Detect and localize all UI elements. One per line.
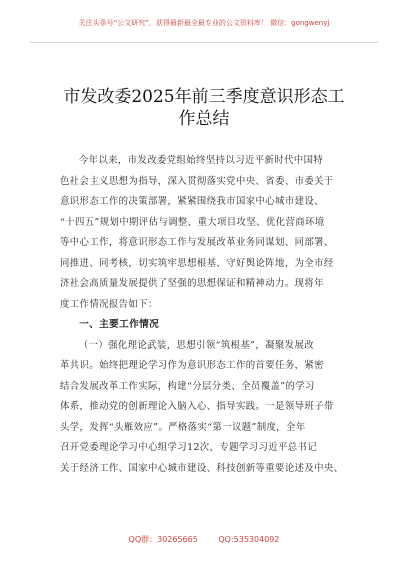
- footer-qq-group: QQ群：30265665: [128, 535, 198, 544]
- paragraph-line: 等中心工作，将意识形态工作与发展改革业务同谋划、同部署、: [60, 237, 334, 248]
- section-heading: 一、主要工作情况: [79, 319, 160, 330]
- document-title: [0, 86, 408, 130]
- paragraph-line: 结合发展改革工作实际，构建“分层分类、全员覆盖”的学习: [60, 380, 315, 392]
- paragraph-line: 头学，发挥“头雁效应”。严格落实“第一议题”制度，全年: [60, 421, 306, 433]
- paragraph-line: （一）强化理论武装，思想引领“筑根基”，凝聚发展改: [78, 339, 315, 351]
- paragraph-line: 召开党委理论学习中心组学习12次，专题学习习近平总书记: [60, 442, 318, 453]
- paragraph-line: 意识形态工作的决策部署，紧紧围绕我市国家中心城市建设、: [60, 196, 324, 207]
- paragraph-line: 济社会高质量发展提供了坚强的思想保证和精神动力。现将年: [60, 278, 324, 289]
- title-line-2: 作总结: [178, 109, 230, 129]
- document-body: [60, 151, 366, 479]
- paragraph-line: 体系，推动党的创新理论入脑入心、指导实践。一是领导班子带: [60, 401, 334, 412]
- title-line-1: 市发改委2025年前三季度意识形态工: [63, 87, 345, 107]
- paragraph-line: 同推进、同考核，切实筑牢思想根基、守好舆论阵地，为全市经: [60, 257, 334, 269]
- paragraph-line: 关于经济工作、国家中心城市建设、科技创新等重要论述及中央、: [60, 462, 344, 474]
- paragraph-line: 革共识。始终把理论学习作为意识形态工作的首要任务，紧密: [60, 360, 324, 371]
- footer-contact: [0, 534, 408, 545]
- header-divider: [30, 42, 378, 43]
- header-notice: 关注头条号“公文研究”，获得最新最全最专业的公文资料库！ 微信：gongwenyj: [78, 19, 330, 27]
- footer-qq: QQ:535304092: [218, 535, 280, 544]
- paragraph-line: “十四五”规划中期评估与调整、重大项目攻坚、优化营商环境: [60, 216, 325, 228]
- paragraph-line: 色社会主义思想为指导，深入贯彻落实党中央、省委、市委关于: [60, 175, 334, 187]
- paragraph-line: 度工作情况报告如下：: [60, 298, 158, 310]
- paragraph-line: 今年以来，市发改委党组始终坚持以习近平新时代中国特: [78, 155, 324, 166]
